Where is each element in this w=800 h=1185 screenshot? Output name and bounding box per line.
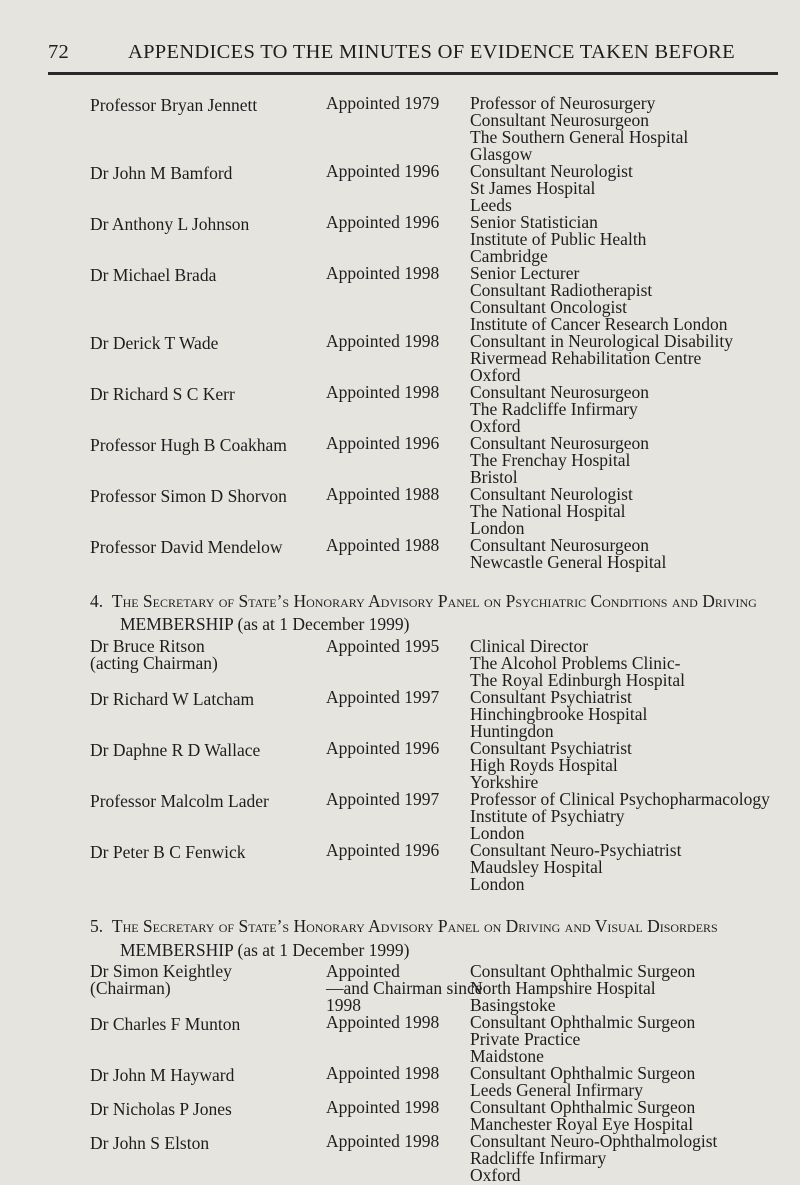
member-role: Consultant in Neurological Disability Rivermead Rehabilitation Centre Oxford bbox=[470, 331, 733, 385]
member-role: Consultant Neurosurgeon The Radcliffe Infirmary Oxford bbox=[470, 382, 650, 436]
appointment: Appointed 1979 bbox=[326, 93, 440, 113]
appointment: Appointed 1998 bbox=[326, 1063, 440, 1083]
appointment: Appointed —and Chairman since 1998 bbox=[326, 961, 483, 1015]
member-role: Consultant Ophthalmic Surgeon Leeds General Infirmary bbox=[470, 1063, 696, 1100]
member-name: Dr Derick T Wade bbox=[90, 333, 219, 353]
member-role: Professor of Neurosurgery Consultant Neurosurgeon The Southern General Hospital Glasgow bbox=[470, 93, 689, 164]
member-name: Professor Bryan Jennett bbox=[90, 95, 258, 115]
member-role: Senior Statistician Institute of Public Health Cambridge bbox=[470, 212, 647, 266]
member-role: Consultant Psychiatrist Hinchingbrooke Hospital Huntingdon bbox=[470, 687, 648, 741]
member-name: Dr Simon Keightley (Chairman) bbox=[90, 961, 232, 998]
member-role: Clinical Director The Alcohol Problems Clinic- The Royal Edinburgh Hospital bbox=[470, 636, 685, 690]
running-title: APPENDICES TO THE MINUTES OF EVIDENCE TAKEN BEFORE bbox=[128, 41, 735, 63]
appointment: Appointed 1998 bbox=[326, 1097, 440, 1117]
member-name: Dr Richard W Latcham bbox=[90, 689, 255, 709]
section-5-heading bbox=[90, 916, 718, 937]
member-role: Consultant Neuro-Psychiatrist Maudsley Hospital London bbox=[470, 840, 682, 894]
member-role: Consultant Ophthalmic Surgeon Manchester Royal Eye Hospital bbox=[470, 1097, 696, 1134]
section-title: The Secretary of State’s Honorary Advisory Panel on Psychiatric Conditions and Driving bbox=[111, 591, 757, 611]
member-name: Professor David Mendelow bbox=[90, 537, 283, 557]
section-number: 4. bbox=[90, 591, 104, 611]
member-name: Dr Charles F Munton bbox=[90, 1014, 241, 1034]
appointment: Appointed 1996 bbox=[326, 212, 440, 232]
member-name: Dr Michael Brada bbox=[90, 265, 217, 285]
member-role: Consultant Neuro-Ophthalmologist Radcliffe Infirmary Oxford bbox=[470, 1131, 718, 1185]
appointment: Appointed 1996 bbox=[326, 840, 440, 860]
appointment: Appointed 1988 bbox=[326, 535, 440, 555]
member-role: Consultant Neurosurgeon Newcastle General Hospital bbox=[470, 535, 667, 572]
member-role: Consultant Psychiatrist High Royds Hospital Yorkshire bbox=[470, 738, 632, 792]
appointment: Appointed 1995 bbox=[326, 636, 440, 656]
member-name: Dr John M Bamford bbox=[90, 163, 233, 183]
member-name: Dr Daphne R D Wallace bbox=[90, 740, 261, 760]
running-header bbox=[48, 41, 778, 64]
member-name: Professor Malcolm Lader bbox=[90, 791, 269, 811]
page-number: 72 bbox=[48, 41, 70, 63]
appointment: Appointed 1998 bbox=[326, 382, 440, 402]
member-role: Consultant Ophthalmic Surgeon Private Practice Maidstone bbox=[470, 1012, 696, 1066]
member-name: Dr Richard S C Kerr bbox=[90, 384, 235, 404]
appointment: Appointed 1998 bbox=[326, 331, 440, 351]
member-name: Professor Hugh B Coakham bbox=[90, 435, 287, 455]
member-name: Dr Nicholas P Jones bbox=[90, 1099, 232, 1119]
section-4-membership: MEMBERSHIP (as at 1 December 1999) bbox=[120, 614, 410, 634]
appointment: Appointed 1996 bbox=[326, 433, 440, 453]
appointment: Appointed 1996 bbox=[326, 738, 440, 758]
member-name: Dr Bruce Ritson (acting Chairman) bbox=[90, 636, 218, 673]
member-name: Professor Simon D Shorvon bbox=[90, 486, 287, 506]
section-number: 5. bbox=[90, 916, 104, 936]
member-role: Consultant Ophthalmic Surgeon North Hampshire Hospital Basingstoke bbox=[470, 961, 696, 1015]
section-5-membership: MEMBERSHIP (as at 1 December 1999) bbox=[120, 940, 410, 960]
member-name: Dr John M Hayward bbox=[90, 1065, 235, 1085]
appointment: Appointed 1998 bbox=[326, 263, 440, 283]
appointment: Appointed 1997 bbox=[326, 687, 440, 707]
section-4-heading bbox=[90, 591, 757, 612]
member-role: Consultant Neurosurgeon The Frenchay Hospital Bristol bbox=[470, 433, 650, 487]
appointment: Appointed 1988 bbox=[326, 484, 440, 504]
member-role: Consultant Neurologist St James Hospital Leeds bbox=[470, 161, 633, 215]
appointment: Appointed 1998 bbox=[326, 1012, 440, 1032]
member-role: Professor of Clinical Psychopharmacology Institute of Psychiatry London bbox=[470, 789, 770, 843]
member-name: Dr John S Elston bbox=[90, 1133, 210, 1153]
header-rule bbox=[48, 72, 778, 75]
member-name: Dr Anthony L Johnson bbox=[90, 214, 250, 234]
appointment: Appointed 1996 bbox=[326, 161, 440, 181]
member-name: Dr Peter B C Fenwick bbox=[90, 842, 246, 862]
appointment: Appointed 1997 bbox=[326, 789, 440, 809]
member-role: Senior Lecturer Consultant Radiotherapist Consultant Oncologist Institute of Cancer Research London bbox=[470, 263, 728, 334]
section-title: The Secretary of State’s Honorary Advisory Panel on Driving and Visual Disorders bbox=[111, 916, 718, 936]
member-role: Consultant Neurologist The National Hospital London bbox=[470, 484, 633, 538]
appointment: Appointed 1998 bbox=[326, 1131, 440, 1151]
